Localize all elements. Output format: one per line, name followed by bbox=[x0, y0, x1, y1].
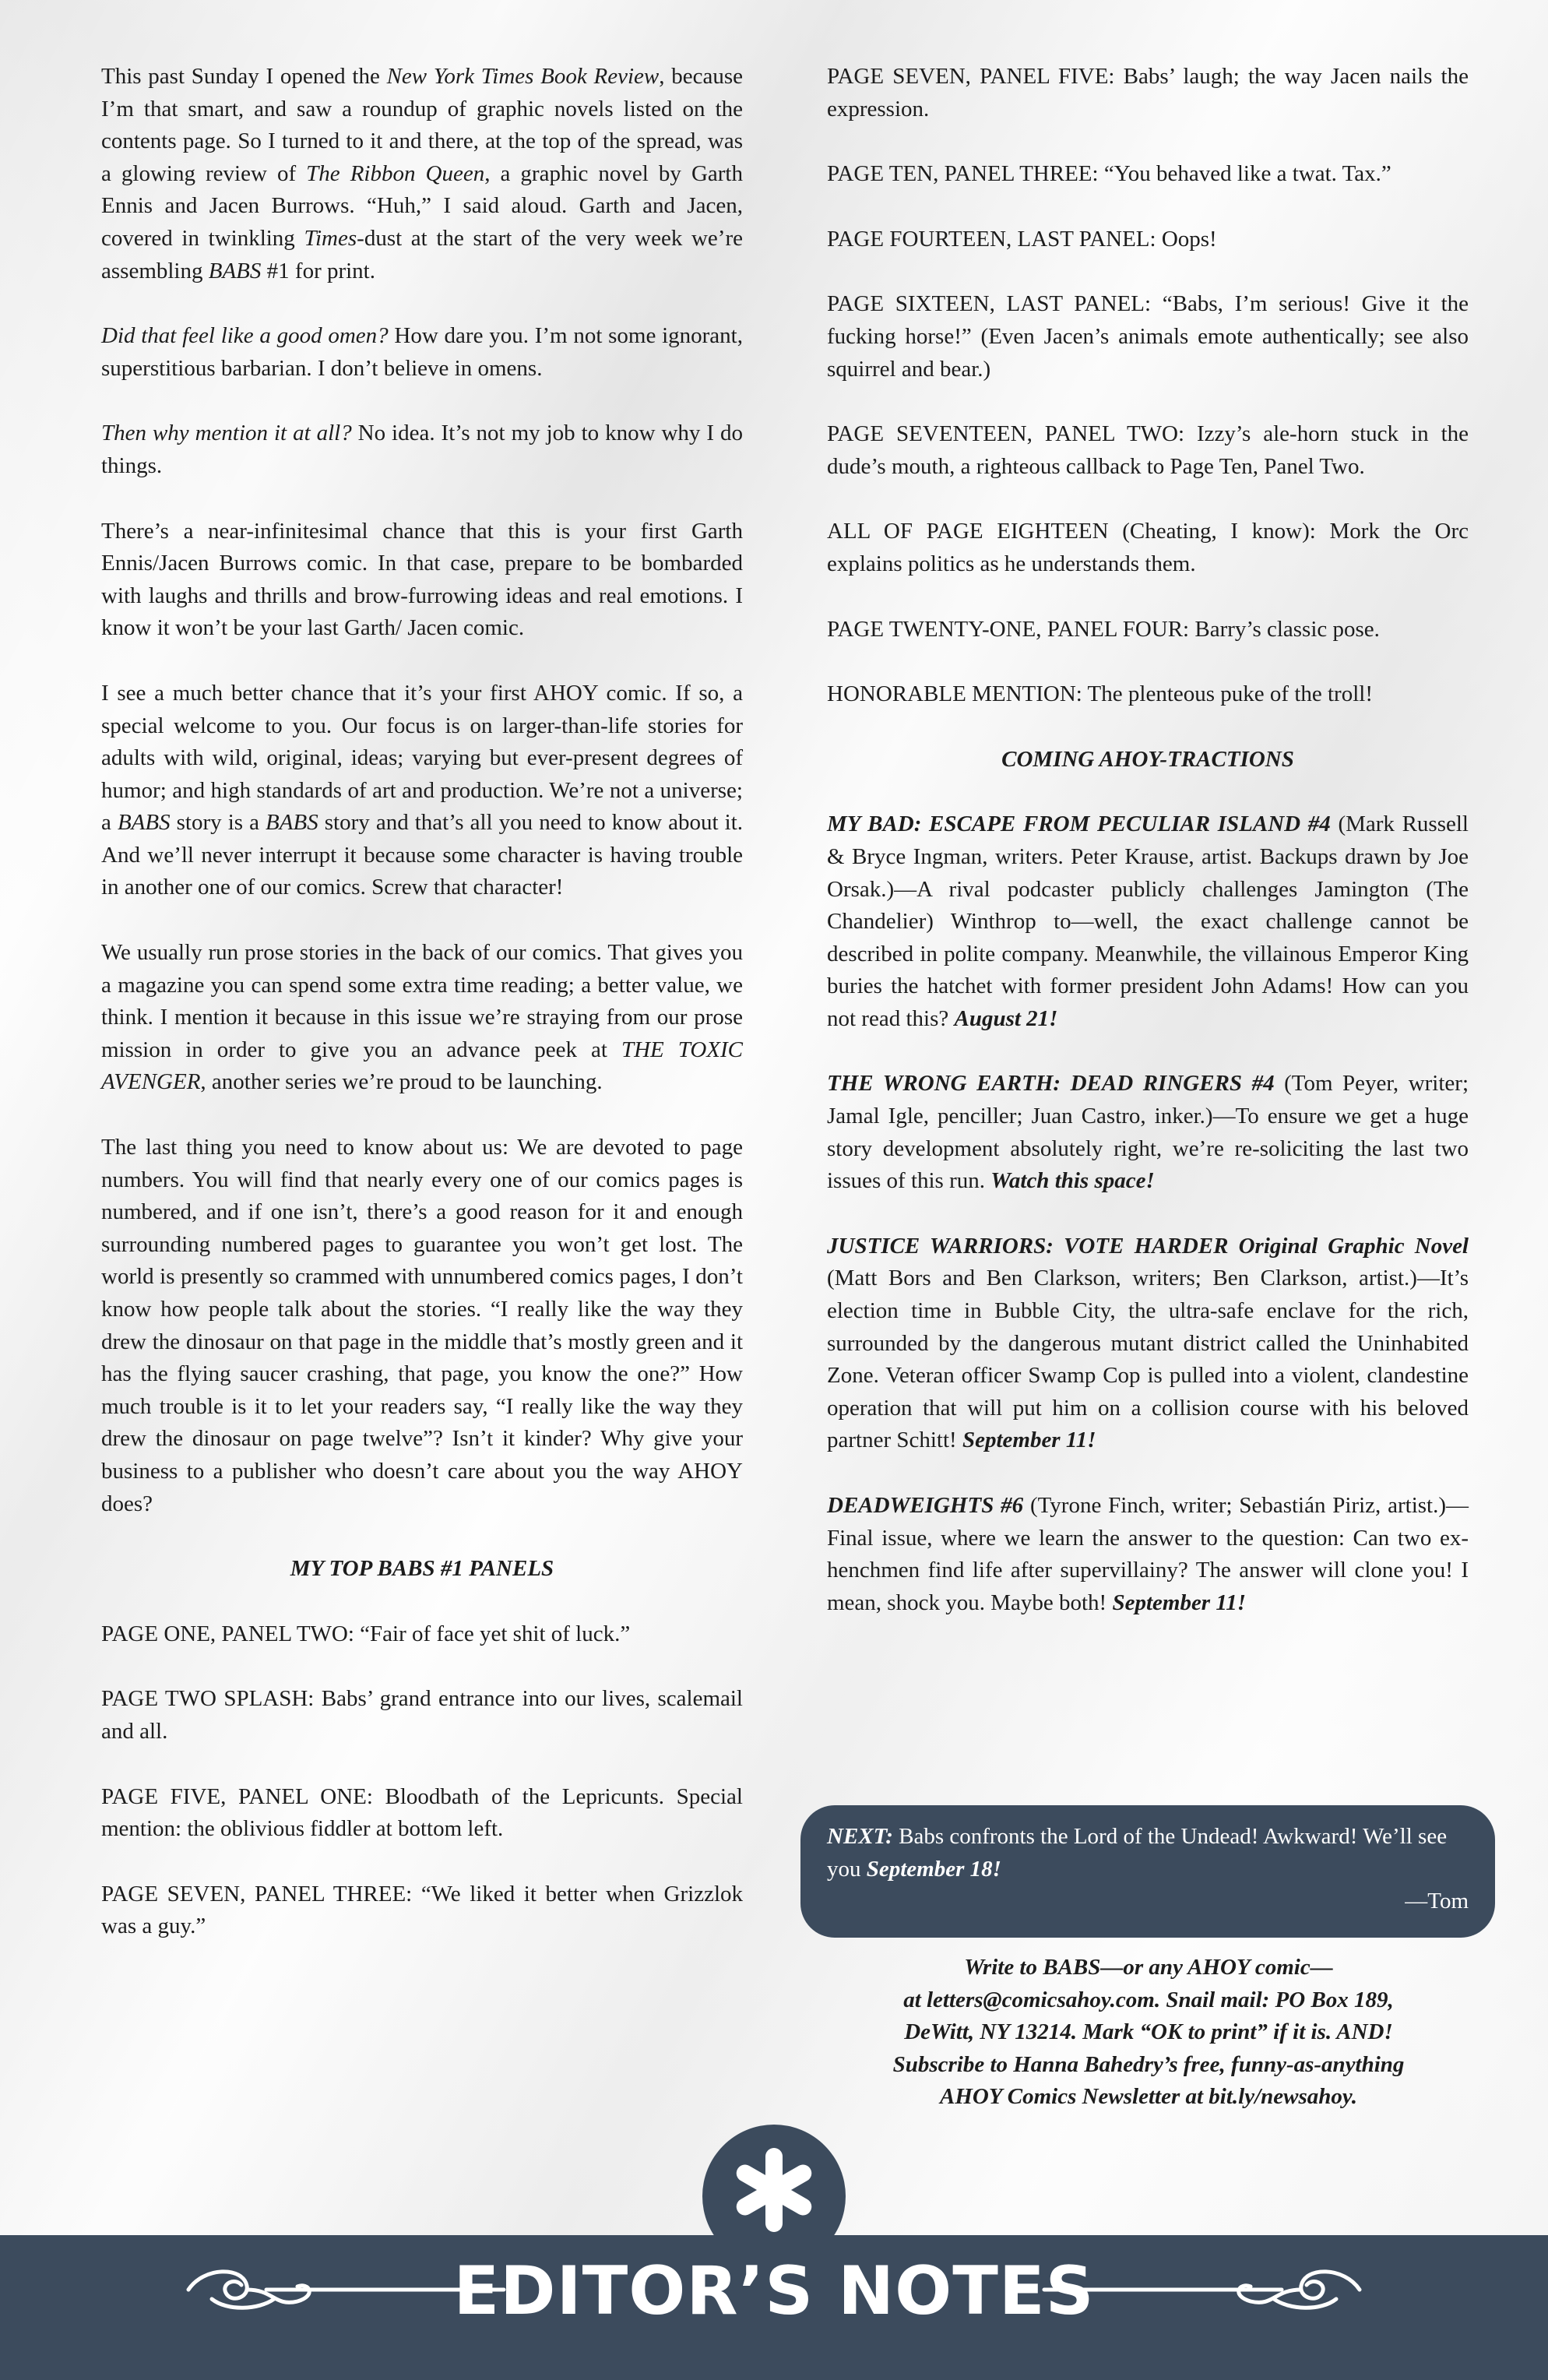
coming-item-title: THE WRONG EARTH: DEAD RINGERS #4 bbox=[827, 1071, 1275, 1097]
next-label: NEXT: bbox=[827, 1824, 893, 1849]
intro-paragraph bbox=[101, 61, 743, 287]
coming-item bbox=[827, 808, 1469, 1035]
next-date: September 18! bbox=[866, 1856, 1001, 1882]
page-numbers-paragraph: The last thing you need to know about us: We are devoted to page numbers. You will find that nearly every one of our comics pages is numbered, and if one isn’t, there’s a good reason for it and enough surrounding numbered pages to guarantee you won’t get lost. The world is presently so crammed with unnumbered comics pages, I don’t know how people talk about the stories. “I really like the way they drew the dinosaur on that page in the middle that’s mostly green and it has the flying saucer crashing, that page, you know the one?” How much trouble is it to let your readers say, “I really like the way they drew the dinosaur on page twelve”? Isn’t it kinder? Why give your business to a publisher who doesn’t care about you the way AHOY does? bbox=[101, 1135, 743, 1516]
coming-item bbox=[827, 1490, 1469, 1619]
coming-item-body: (Tyrone Finch, writer; Sebastián Piriz, artist.)—Final issue, where we learn the answer to the question: Can two ex-henchmen find life after supervillainy? The answer will clone you! I mean, shock you. Maybe both! bbox=[827, 1493, 1469, 1615]
panel-item: ALL OF PAGE EIGHTEEN (Cheating, I know): Mork the Orc explains politics as he understands them. bbox=[827, 519, 1469, 576]
omen-question: Did that feel like a good omen? bbox=[101, 323, 389, 349]
panel-item: PAGE SEVEN, PANEL FIVE: Babs’ laugh; the way Jacen nails the expression. bbox=[827, 64, 1469, 121]
text-run: This past Sunday I opened the bbox=[101, 64, 387, 89]
panel-item: PAGE TEN, PANEL THREE: “You behaved like a twat. Tax.” bbox=[827, 161, 1391, 187]
text-run: , another series we’re proud to be launching. bbox=[200, 1069, 603, 1095]
next-text: Babs confronts the Lord of the Undead! Awkward! We’ll see you bbox=[827, 1824, 1448, 1882]
coming-item bbox=[827, 1230, 1469, 1457]
text-run: We usually run prose stories in the back of our comics. That gives you a magazine you can spend some extra time reading; a better value, we think. I mention it because in this issue we’re straying from our prose mission in order to give you an advance peek at bbox=[101, 940, 743, 1062]
panel-item: PAGE FOURTEEN, LAST PANEL: Oops! bbox=[827, 226, 1217, 252]
coming-item-title: JUSTICE WARRIORS: VOTE HARDER Original Graphic Novel bbox=[827, 1233, 1469, 1259]
omen-paragraph bbox=[101, 320, 743, 385]
mention-paragraph bbox=[101, 417, 743, 482]
ahoy-welcome-paragraph bbox=[101, 678, 743, 904]
babs-title: BABS bbox=[208, 258, 262, 283]
coming-item-title: DEADWEIGHTS #6 bbox=[827, 1493, 1024, 1518]
coming-item-title: MY BAD: ESCAPE FROM PECULIAR ISLAND #4 bbox=[827, 812, 1331, 837]
editors-notes-title: EDITOR’S NOTES bbox=[453, 2252, 1095, 2330]
babs-title: BABS bbox=[117, 810, 171, 836]
panel-item: PAGE SEVEN, PANEL THREE: “We liked it better when Grizzlok was a guy.” bbox=[101, 1881, 743, 1939]
times-word: Times bbox=[304, 225, 357, 251]
panel-item: PAGE ONE, PANEL TWO: “Fair of face yet shit of luck.” bbox=[101, 1621, 631, 1646]
text-run: No idea. It’s not my job to know why I do things. bbox=[101, 421, 743, 478]
panel-item: PAGE SIXTEEN, LAST PANEL: “Babs, I’m serious! Give it the fucking horse!” (Even Jacen’s animals emote authentically; see also squirrel and bear.) bbox=[827, 291, 1469, 382]
coming-item-body: (Tom Peyer, writer; Jamal Igle, penciller; Juan Castro, inker.)—To ensure we get a huge story development absolutely right, we’re re-soliciting the last two issues of this run. bbox=[827, 1071, 1469, 1194]
write-to-block bbox=[810, 1952, 1487, 2114]
prose-paragraph bbox=[101, 937, 743, 1099]
coming-item bbox=[827, 1068, 1469, 1197]
text-run: story is a bbox=[170, 810, 266, 836]
coming-item-date: Watch this space! bbox=[990, 1168, 1155, 1194]
panel-item: HONORABLE MENTION: The plenteous puke of the troll! bbox=[827, 681, 1373, 707]
write-line: Write to BABS—or any AHOY comic— bbox=[964, 1955, 1333, 1980]
coming-item-date: August 21! bbox=[954, 1005, 1058, 1031]
panel-item: PAGE TWENTY-ONE, PANEL FOUR: Barry’s classic pose. bbox=[827, 616, 1380, 642]
text-run: #1 for print. bbox=[261, 258, 375, 283]
left-column bbox=[101, 61, 743, 1976]
coming-item-date: September 11! bbox=[1112, 1590, 1247, 1615]
nyt-book-review-title: New York Times Book Review bbox=[386, 64, 660, 89]
panel-item: PAGE SEVENTEEN, PANEL TWO: Izzy’s ale-horn stuck in the dude’s mouth, a righteous callback to Page Ten, Panel Two. bbox=[827, 421, 1469, 479]
write-line: DeWitt, NY 13214. Mark “OK to print” if it is. AND! bbox=[904, 2019, 1393, 2045]
editor-signature: —Tom bbox=[1405, 1889, 1469, 1914]
text-run: How dare you. I’m not some ignorant, superstitious barbarian. I don’t believe in omens. bbox=[101, 323, 743, 381]
top-panels-heading: MY TOP BABS #1 PANELS bbox=[290, 1556, 554, 1582]
coming-item-date: September 11! bbox=[962, 1428, 1096, 1453]
text-run: -dust at the start of the very week we’re assembling bbox=[101, 225, 743, 283]
babs-title: BABS bbox=[266, 810, 318, 836]
text-run: I see a much better chance that it’s your first AHOY comic. If so, a special welcome to you. Our focus is on larger-than-life stories for adults with wild, original, ideas; varying but ever-present degrees of humor; and high standards of art and production. We’re not a universe; a bbox=[101, 680, 743, 836]
write-line: Subscribe to Hanna Bahedry’s free, funny-as-anything bbox=[892, 2051, 1405, 2077]
text-run: story and that’s all you need to know about it. And we’ll never interrupt it because some character is having trouble in another one of our comics. Screw that character! bbox=[101, 810, 743, 900]
coming-attractions-heading: COMING AHOY-TRACTIONS bbox=[1001, 746, 1294, 772]
first-comic-paragraph: There’s a near-infinitesimal chance that this is your first Garth Ennis/Jacen Burrows comic. In that case, prepare to be bombarded with laughs and thrills and brow-furrowing ideas and real emotions. I know it won’t be your last Garth/ Jacen comic. bbox=[101, 518, 743, 641]
toxic-avenger-title: THE TOXIC AVENGER bbox=[101, 1037, 743, 1095]
mention-question: Then why mention it at all? bbox=[101, 421, 352, 446]
write-line: AHOY Comics Newsletter at bit.ly/newsahoy. bbox=[940, 2084, 1357, 2110]
coming-item-body: (Mark Russell & Bryce Ingman, writers. Peter Krause, artist. Backups drawn by Joe Orsak.)—A rival podcaster publicly challenges Jamington (The Chandelier) Winthrop to—well, the exact challenge cannot be described in polite company. Meanwhile, the villainous Emperor King buries the hatchet with former president John Adams! How can you not read this? bbox=[827, 812, 1469, 1031]
next-issue-box bbox=[800, 1805, 1495, 1938]
asterisk-icon bbox=[727, 2143, 821, 2237]
panel-item: PAGE FIVE, PANEL ONE: Bloodbath of the Lepricunts. Special mention: the oblivious fiddler at bottom left. bbox=[101, 1783, 743, 1842]
right-column bbox=[827, 61, 1469, 1652]
text-run: , because I’m that smart, and saw a roundup of graphic novels listed on the contents page. So I turned to it and there, at the top of the spread, was a glowing review of bbox=[101, 64, 743, 186]
panel-item: PAGE TWO SPLASH: Babs’ grand entrance into our lives, scalemail and all. bbox=[101, 1686, 743, 1744]
write-line: at letters@comicsahoy.com. Snail mail: PO Box 189, bbox=[903, 1987, 1394, 2012]
next-issue-text bbox=[827, 1821, 1469, 1885]
coming-item-body: (Matt Bors and Ben Clarkson, writers; Ben Clarkson, artist.)—It’s election time in Bubble City, the ultra-safe enclave for the rich, surrounded by the dangerous mutant district called the Uninhabited Zone. Veteran officer Swamp Cop is pulled into a violent, clandestine operation that will put him on a collision course with his beloved partner Schitt! bbox=[827, 1266, 1469, 1453]
text-run: , a graphic novel by Garth Ennis and Jacen Burrows. “Huh,” I said aloud. Garth and Jacen, covered in twinkling bbox=[101, 160, 743, 251]
ribbon-queen-title: The Ribbon Queen bbox=[306, 160, 485, 186]
